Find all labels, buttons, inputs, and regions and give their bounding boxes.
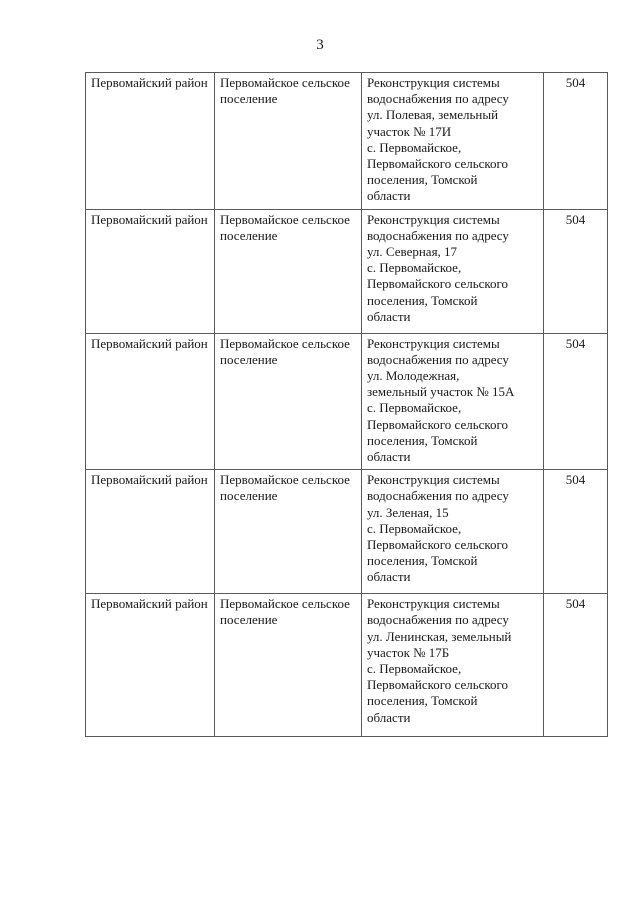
table-row <box>86 594 608 737</box>
district-cell: Первомайский район <box>86 333 215 470</box>
object-description-line: области <box>367 449 411 465</box>
object-description-line: водоснабжения по адресу <box>367 488 509 504</box>
object-description-line: Реконструкция системы <box>367 335 500 351</box>
object-description-line: водоснабжения по адресу <box>367 91 509 107</box>
object-description-line: Реконструкция системы <box>367 596 500 612</box>
object-description-cell <box>362 470 544 594</box>
table-row <box>86 73 608 210</box>
object-description-line: поселения, Томской <box>367 432 478 448</box>
object-description-cell <box>362 333 544 470</box>
object-description-cell <box>362 594 544 737</box>
object-description-line: участок № 17Б <box>367 644 450 660</box>
district-cell: Первомайский район <box>86 73 215 210</box>
object-description-line: с. Первомайское, <box>367 520 462 536</box>
amount-cell: 504 <box>544 333 608 470</box>
object-description-line: поселения, Томской <box>367 292 478 308</box>
object-description-line: ул. Зеленая, 15 <box>367 504 449 520</box>
settlement-cell: Первомайское сельское поселение <box>215 73 362 210</box>
object-description-line: водоснабжения по адресу <box>367 612 509 628</box>
object-description-line: области <box>367 308 411 324</box>
object-description-line: Первомайского сельского <box>367 156 509 172</box>
object-description-line: земельный участок № 15А <box>367 384 515 400</box>
object-description-line: Первомайского сельского <box>367 276 509 292</box>
amount-cell: 504 <box>544 209 608 333</box>
page-number: 3 <box>316 37 324 53</box>
object-description-line: водоснабжения по адресу <box>367 351 509 367</box>
object-description-line: поселения, Томской <box>367 553 478 569</box>
funding-table <box>85 72 608 737</box>
amount-cell: 504 <box>544 73 608 210</box>
object-description-line: Первомайского сельского <box>367 416 509 432</box>
object-description-line: Первомайского сельского <box>367 537 509 553</box>
district-cell: Первомайский район <box>86 594 215 737</box>
district-cell: Первомайский район <box>86 209 215 333</box>
object-description-line: ул. Северная, 17 <box>367 244 458 260</box>
object-description-line: Реконструкция системы <box>367 472 500 488</box>
object-description-line: с. Первомайское, <box>367 139 462 155</box>
object-description-line: Реконструкция системы <box>367 75 500 90</box>
object-description-line: области <box>367 569 411 585</box>
object-description-line: ул. Молодежная, <box>367 368 460 384</box>
amount-cell: 504 <box>544 594 608 737</box>
object-description-line: ул. Полевая, земельный <box>367 107 499 123</box>
amount-cell: 504 <box>544 470 608 594</box>
object-description-line: ул. Ленинская, земельный <box>367 628 512 644</box>
object-description-cell <box>362 209 544 333</box>
settlement-cell: Первомайское сельское поселение <box>215 209 362 333</box>
table-row <box>86 209 608 333</box>
object-description-line: поселения, Томской <box>367 172 478 188</box>
object-description-line: области <box>367 188 411 204</box>
object-description-line: водоснабжения по адресу <box>367 227 509 243</box>
table-body <box>86 73 608 737</box>
object-description-line: области <box>367 709 411 725</box>
object-description-line: Первомайского сельского <box>367 677 509 693</box>
object-description-line: участок № 17И <box>367 123 452 139</box>
table-row <box>86 470 608 594</box>
settlement-cell: Первомайское сельское поселение <box>215 594 362 737</box>
table-row <box>86 333 608 470</box>
object-description-line: с. Первомайское, <box>367 661 462 677</box>
object-description-cell <box>362 73 544 210</box>
settlement-cell: Первомайское сельское поселение <box>215 333 362 470</box>
object-description-line: с. Первомайское, <box>367 400 462 416</box>
settlement-cell: Первомайское сельское поселение <box>215 470 362 594</box>
object-description-line: с. Первомайское, <box>367 260 462 276</box>
object-description-line: Реконструкция системы <box>367 211 500 227</box>
district-cell: Первомайский район <box>86 470 215 594</box>
object-description-line: поселения, Томской <box>367 693 478 709</box>
